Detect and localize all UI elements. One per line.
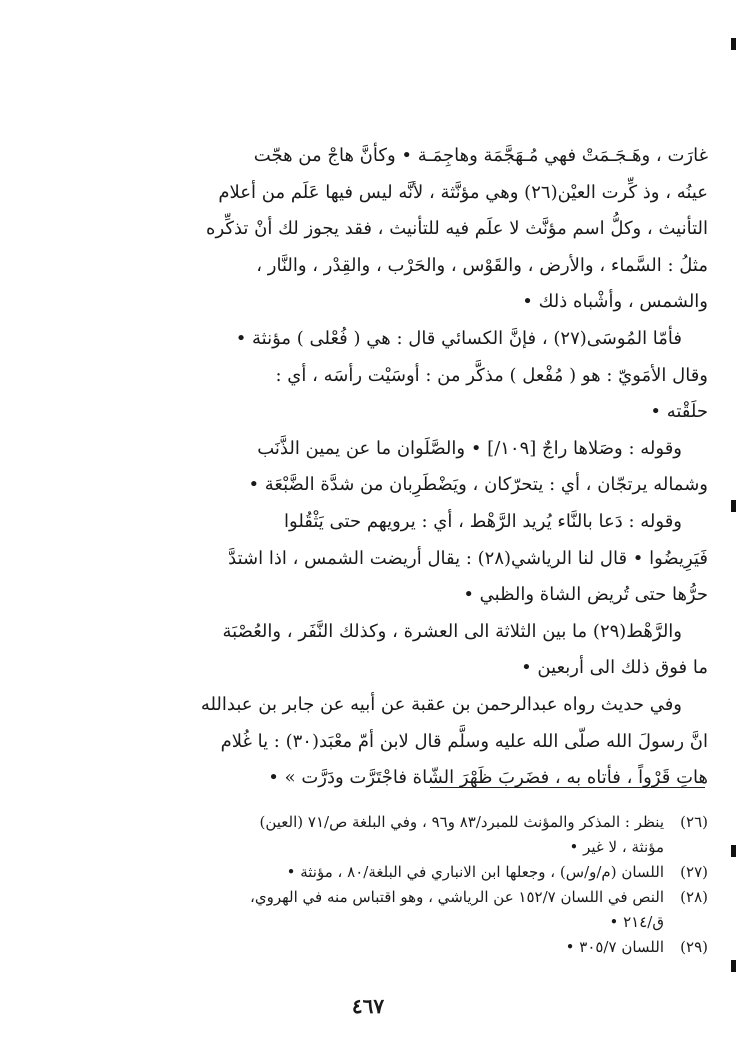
footnote-line: النص في اللسان ١٥٢/٧ عن الرياشي ، وهو اقتباس منه في الهروي، bbox=[250, 888, 664, 906]
footnote-text bbox=[100, 885, 664, 935]
text-line-5: والشمس ، وأشْباه ذلك • bbox=[522, 291, 708, 313]
footnote-text bbox=[100, 935, 664, 960]
footnote-line: اللسان ٣٠٥/٧ • bbox=[565, 938, 664, 956]
footnote-number: (٢٧) bbox=[680, 863, 708, 881]
scan-edge-mark bbox=[731, 845, 736, 857]
text-line-7: وقال الأمَويّ : هو ( مُفْعل ) مذكَّر من : أوسَيْت رأسَه ، أي : bbox=[275, 364, 708, 386]
footnote-27 bbox=[100, 860, 708, 885]
text-line-1: غارَت ، وهَـجَـمَتْ فهي مُـهَجَّمَة وهاجِمَـة • وكأنَّ هاجْ من هجّت bbox=[253, 145, 708, 166]
text-line-6: فأمّا المُوسَى(٢٧) ، فإنَّ الكسائي قال : هي ( فُعْلى ) مؤنثة • bbox=[235, 327, 682, 349]
footnote-number: (٢٦) bbox=[680, 813, 708, 831]
footnotes bbox=[100, 810, 708, 960]
text-line-2: عينُه ، وذ كِّرت العيْن(٢٦) وهي مؤنَّثة ، لأنَّه ليس فيها عَلَم من أعلام bbox=[218, 181, 708, 203]
text-line-4: مثلُ : السَّماء ، والأرض ، والقَوْس ، والحَرْب ، والقِدْر ، والنَّار ، bbox=[256, 254, 708, 276]
text-line-14: والرَّهْط(٢٩) ما بين الثلاثة الى العشرة ، وكذلك النَّفَر ، والعُصْبَة bbox=[222, 620, 682, 642]
text-line-12: فَيَرِيضُوا • قال لنا الرياشي(٢٨) : يقال أريضت الشمس ، اذا اشتدَّ bbox=[228, 547, 708, 569]
footnote-26 bbox=[100, 810, 708, 860]
footnote-text bbox=[100, 810, 664, 860]
text-line-18: هاتِ قَرْواً ، فأتاه به ، فضَربَ ظَهْرَ الشّاة فاجْتَرَّت ودَرَّت » • bbox=[268, 767, 708, 789]
footnote-line: اللسان (م/و/س) ، وجعلها ابن الانباري في البلغة/٨٠ ، مؤنثة • bbox=[286, 863, 664, 881]
footnote-28 bbox=[100, 885, 708, 935]
text-line-10: وشماله يرتجّان ، أي : يتحرّكان ، ويَضْطَرِبان من شدَّة الضَّبْعَة • bbox=[248, 474, 708, 496]
footnote-number: (٢٩) bbox=[680, 938, 708, 956]
scan-edge-mark bbox=[731, 38, 736, 50]
text-line-11: وقوله : دَعا بالنَّاء يُريد الرَّهْط ، أي : يرويهم حتى يَثْقُلوا bbox=[284, 510, 682, 532]
text-line-17: انَّ رسولَ الله صلّى الله عليه وسلَّم قال لابن أمّ معْبَد(٣٠) : يا غُلام bbox=[220, 730, 708, 752]
text-line-3: التأنيث ، وكلُّ اسم مؤنَّث لا علَم فيه للتأنيث ، فقد يجوز لك أنْ تذكِّره bbox=[206, 218, 708, 240]
footnote-line: مؤنثة ، لا غير • bbox=[569, 838, 664, 856]
text-line-13: حرُّها حتى تُريض الشاة والظبي • bbox=[463, 584, 708, 606]
page-number: ٤٦٧ bbox=[351, 994, 385, 1018]
footnote-29 bbox=[100, 935, 708, 960]
text-line-15: ما فوق ذلك الى أربعين • bbox=[521, 657, 708, 679]
scan-edge-mark bbox=[731, 500, 736, 512]
footnote-divider bbox=[430, 787, 705, 788]
text-line-16: وفي حديث رواه عبدالرحمن بن عقبة عن أبيه عن جابر بن عبدالله bbox=[200, 693, 682, 715]
footnote-line: ينظر : المذكر والمؤنث للمبرد/٨٣ و٩٦ ، وفي البلغة ص/٧١ (العين) bbox=[259, 813, 664, 831]
footnote-text bbox=[100, 860, 664, 885]
main-text bbox=[96, 138, 708, 797]
footnote-number: (٢٨) bbox=[680, 888, 708, 906]
scan-edge-mark bbox=[731, 960, 736, 972]
text-line-8: حلَقْته • bbox=[650, 401, 708, 423]
text-line-9: وقوله : وصَلاها راجٌ [١٠٩/] • والصَّلَوان ما عن يمين الذَّنَب bbox=[257, 437, 682, 459]
footnote-line: ق/٢١٤ • bbox=[609, 913, 664, 931]
